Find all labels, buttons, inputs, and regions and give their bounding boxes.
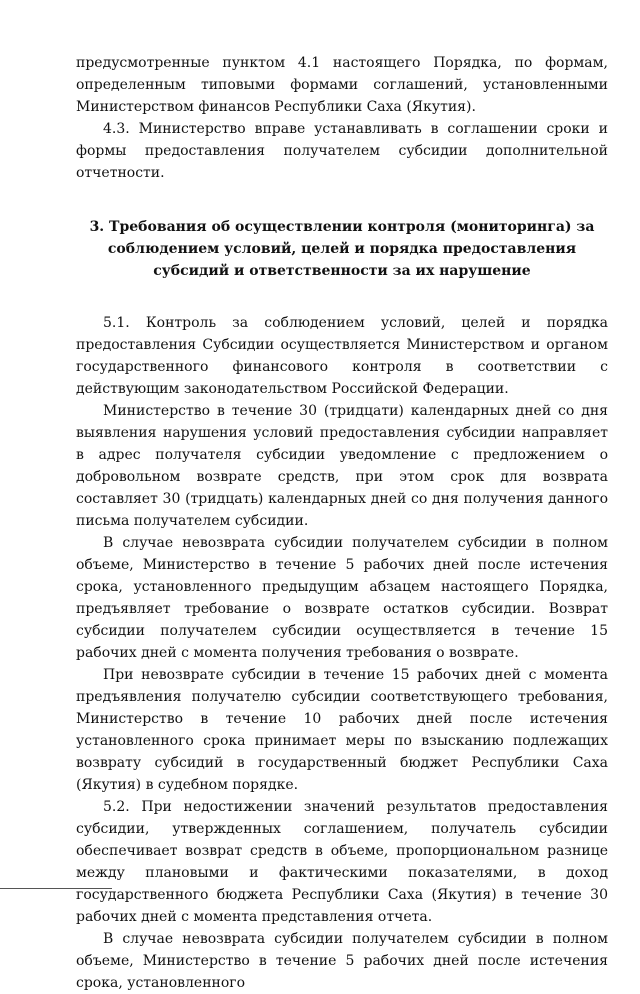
paragraph-enforcement: При невозврате субсидии в течение 15 рабочих дней с момента предъявления получателю субсидии соответствующего требования, Министерство в течение 10 рабочих дней после истечения установленного срока принимает меры по взысканию подлежащих возврату субсидий в государственный бюджет Республики Саха (Якутия) в судебном порядке. xyxy=(76,667,608,793)
paragraph-continuation: предусмотренные пунктом 4.1 настоящего Порядка, по формам, определенным типовыми формами соглашений, установленными Министерством финансов Республики Саха (Якутия). xyxy=(76,55,608,115)
paragraph-4-3: 4.3. Министерство вправе устанавливать в соглашении сроки и формы предоставления получателем субсидии дополнительной отчетности. xyxy=(76,121,608,181)
document-page xyxy=(76,52,608,994)
paragraph-5-2: 5.2. При недостижении значений результатов предоставления субсидии, утвержденных соглашением, получатель субсидии обеспечивает возврат средств в объеме, пропорциональном разнице между плановыми и фактическими показателями, в доход государственного бюджета Республики Саха (Якутия) в течение 30 рабочих дней с момента представления отчета. xyxy=(76,799,608,925)
paragraph-5-1: 5.1. Контроль за соблюдением условий, целей и порядка предоставления Субсидии осуществляется Министерством и органом государственного финансового контроля в соответствии с действующим законодательством Российской Федерации. xyxy=(76,315,608,397)
footnote-divider xyxy=(0,888,112,889)
paragraph-notification: Министерство в течение 30 (тридцати) календарных дней со дня выявления нарушения условий предоставления субсидии направляет в адрес получателя субсидии уведомление с предложением о добровольном возврате средств, при этом срок для возврата составляет 30 (тридцать) календарных дней со дня получения данного письма получателем субсидии. xyxy=(76,403,608,529)
paragraph-nonreturn-second: В случае невозврата субсидии получателем субсидии в полном объеме, Министерство в течение 5 рабочих дней после истечения срока, установленного xyxy=(76,931,608,991)
paragraph-nonreturn: В случае невозврата субсидии получателем субсидии в полном объеме, Министерство в течение 5 рабочих дней после истечения срока, установленного предыдущим абзацем настоящего Порядка, предъявляет требование о возврате остатков субсидии. Возврат субсидии получателем субсидии осуществляется в течение 15 рабочих дней с момента получения требования о возврате. xyxy=(76,535,608,661)
section-heading: 3. Требования об осуществлении контроля (мониторинга) за соблюдением условий, целей и порядка предоставления субсидий и ответственности за их нарушение xyxy=(89,219,595,279)
